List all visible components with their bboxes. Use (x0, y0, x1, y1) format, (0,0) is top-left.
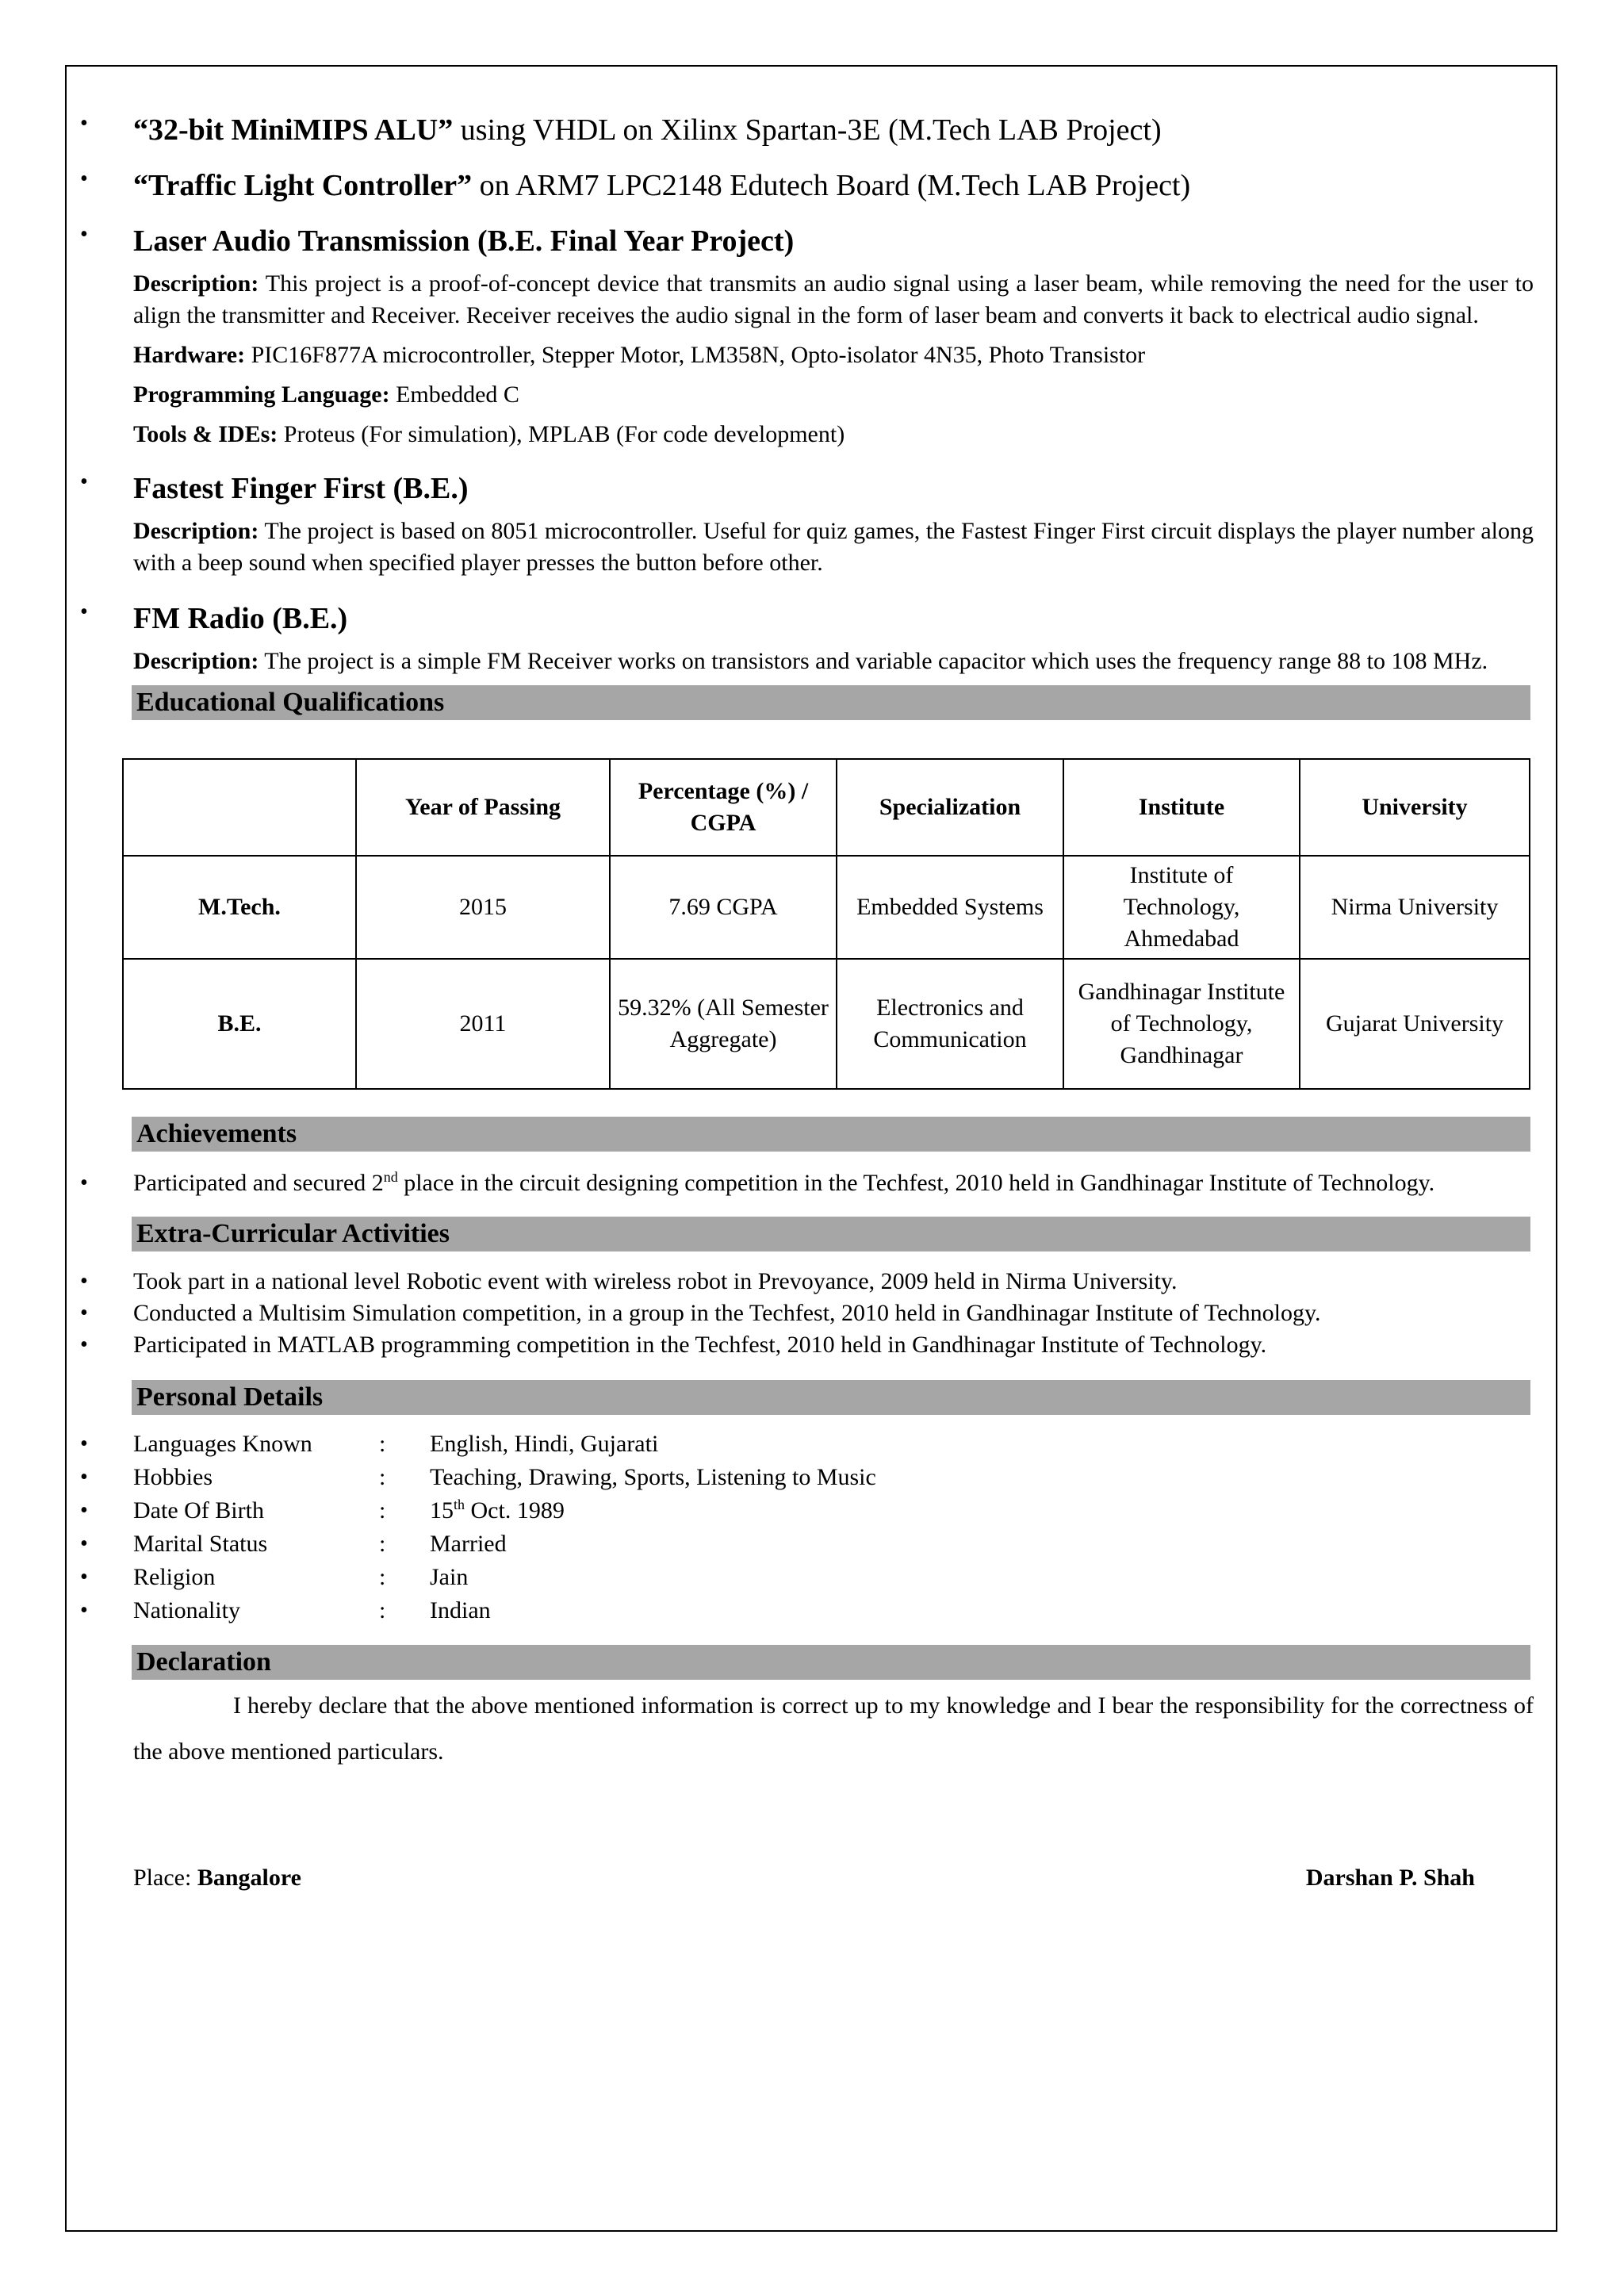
table-cell-year: 2015 (356, 856, 610, 959)
bullet-icon: • (80, 1332, 88, 1357)
project-item-traffic (30, 167, 1534, 205)
table-cell-score: 7.69 CGPA (610, 856, 837, 959)
section-heading-education: Educational Qualifications (132, 685, 1530, 720)
personal-detail-religion: • Religion : Jain (30, 1561, 1534, 1594)
table-row (123, 856, 1530, 959)
table-header (123, 759, 356, 856)
project-item-fff (30, 470, 1534, 579)
project-title: FM Radio (B.E.) (133, 602, 348, 635)
project-title-bold: “32-bit MiniMIPS ALU” (133, 113, 454, 147)
resume-content (80, 111, 1534, 1894)
project-title-rest: using VHDL on Xilinx Spartan-3E (M.Tech LAB Project) (453, 113, 1162, 147)
extra-curricular-list (80, 1266, 1534, 1361)
bullet-icon: • (80, 167, 88, 191)
table-cell-score: 59.32% (All Semester Aggregate) (610, 959, 837, 1089)
personal-details-list (80, 1428, 1534, 1627)
bullet-icon: • (80, 111, 88, 136)
list-item: • Participated in MATLAB programming competition in the Techfest, 2010 held in Gandhinagar Institute of Technology. (30, 1329, 1534, 1361)
project-item-laser (30, 222, 1534, 450)
personal-detail-marital: • Marital Status : Married (30, 1527, 1534, 1561)
bullet-icon: • (80, 1465, 88, 1489)
place: Place: Bangalore (133, 1865, 301, 1891)
table-cell-degree: B.E. (123, 959, 356, 1089)
bullet-icon: • (80, 1498, 88, 1523)
table-cell-specialization: Embedded Systems (837, 856, 1063, 959)
projects-list (80, 111, 1534, 677)
section-heading-achievements: Achievements (132, 1117, 1530, 1152)
bullet-icon: • (80, 1531, 88, 1556)
table-cell-specialization: Electronics and Communication (837, 959, 1063, 1089)
bullet-icon: • (80, 1598, 88, 1623)
table-row (123, 959, 1530, 1089)
table-cell-university: Gujarat University (1300, 959, 1530, 1089)
personal-detail-hobbies: • Hobbies : Teaching, Drawing, Sports, Listening to Music (30, 1461, 1534, 1494)
table-cell-institute: Institute of Technology, Ahmedabad (1063, 856, 1300, 959)
project-title: Laser Audio Transmission (B.E. Final Year Project) (133, 224, 795, 258)
list-item: • Participated and secured 2nd place in the circuit designing competition in the Techfest, 2010 held in Gandhinagar Institute of Technology. (30, 1167, 1534, 1199)
table-header-row (123, 759, 1530, 856)
table-cell-institute: Gandhinagar Institute of Technology, Gandhinagar (1063, 959, 1300, 1089)
list-item: • Conducted a Multisim Simulation competition, in a group in the Techfest, 2010 held in Gandhinagar Institute of Technology. (30, 1297, 1534, 1329)
project-description: Description: This project is a proof-of-concept device that transmits an audio signal using a laser beam, while removing the need for the user to align the transmitter and Receiver. Receiver receives the audio signal in the form of laser beam and converts it back to electrical audio signal. (133, 270, 1534, 328)
table-cell-university: Nirma University (1300, 856, 1530, 959)
bullet-icon: • (80, 222, 88, 247)
achievements-list (80, 1167, 1534, 1199)
personal-detail-dob: • Date Of Birth : 15th Oct. 1989 (30, 1494, 1534, 1527)
project-hardware: Hardware: PIC16F877A microcontroller, Stepper Motor, LM358N, Opto-isolator 4N35, Photo Transistor (133, 342, 1146, 368)
project-title-bold: “Traffic Light Controller” (133, 169, 473, 202)
table-header: Percentage (%) / CGPA (610, 759, 837, 856)
project-item-fm (30, 600, 1534, 677)
bullet-icon: • (80, 470, 88, 494)
project-description: Description: The project is a simple FM Receiver works on transistors and variable capacitor which uses the frequency range 88 to 108 MHz. (133, 648, 1488, 674)
section-heading-personal: Personal Details (132, 1380, 1530, 1415)
project-tools: Tools & IDEs: Proteus (For simulation), MPLAB (For code development) (133, 421, 845, 447)
project-item-minimips (30, 111, 1534, 149)
list-item: • Took part in a national level Robotic event with wireless robot in Prevoyance, 2009 held in Nirma University. (30, 1266, 1534, 1297)
table-cell-degree: M.Tech. (123, 856, 356, 959)
table-header: University (1300, 759, 1530, 856)
signature-name: Darshan P. Shah (1305, 1865, 1475, 1891)
bullet-icon: • (80, 1432, 88, 1456)
table-header: Specialization (837, 759, 1063, 856)
project-title-rest: on ARM7 LPC2148 Edutech Board (M.Tech LAB Project) (472, 169, 1191, 202)
table-header: Institute (1063, 759, 1300, 856)
bullet-icon: • (80, 1269, 88, 1294)
project-description: Description: The project is based on 8051 microcontroller. Useful for quiz games, the Fastest Finger First circuit displays the player number along with a beep sound when specified player presses the button before other. (133, 518, 1534, 576)
bullet-icon: • (80, 1301, 88, 1325)
signature-footer (133, 1862, 1475, 1894)
table-header: Year of Passing (356, 759, 610, 856)
personal-detail-languages: • Languages Known : English, Hindi, Gujarati (30, 1428, 1534, 1461)
section-heading-declaration: Declaration (132, 1645, 1530, 1680)
personal-detail-nationality: • Nationality : Indian (30, 1594, 1534, 1627)
table-cell-year: 2011 (356, 959, 610, 1089)
project-language: Programming Language: Embedded C (133, 381, 519, 408)
education-table (122, 758, 1530, 1090)
bullet-icon: • (80, 600, 88, 624)
project-title: Fastest Finger First (B.E.) (133, 472, 469, 505)
declaration-text: I hereby declare that the above mentioned information is correct up to my knowledge and I bear the responsibility for the correctness of the above mentioned particulars. (133, 1692, 1534, 1765)
section-heading-extra-curricular: Extra-Curricular Activities (132, 1217, 1530, 1251)
bullet-icon: • (80, 1171, 88, 1195)
bullet-icon: • (80, 1565, 88, 1589)
